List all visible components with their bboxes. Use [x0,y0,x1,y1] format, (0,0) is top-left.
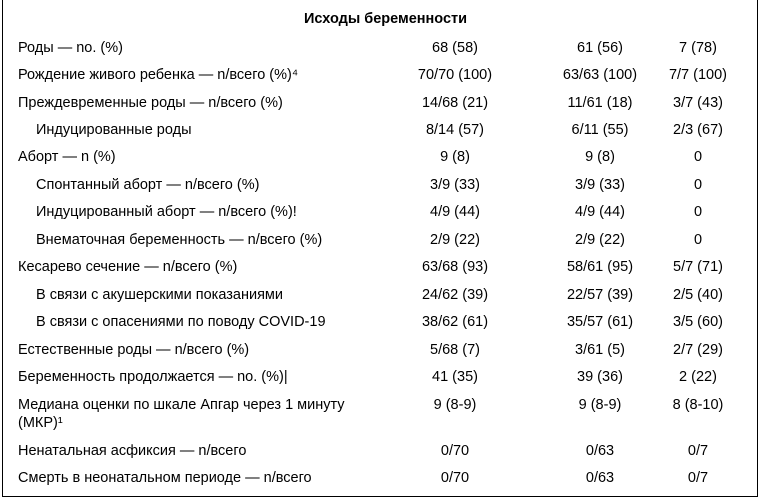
row-label: Кесарево сечение — n/всего (%) [18,259,238,275]
cell-col-1: 63/68 (93) [421,259,489,275]
cell-col-3: 5/7 (71) [673,259,723,275]
cell-col-3: 2 (22) [679,369,717,385]
row-label: Роды — no. (%) [18,40,123,56]
row-label: В связи с опасениями по поводу COVID-19 [36,314,326,330]
cell-col-3: 2/7 (29) [673,342,723,358]
row-label: Рождение живого ребенка — n/всего (%)⁴ [18,67,299,83]
cell-col-2: 3/9 (33) [575,177,625,193]
cell-col-2: 11/61 (18) [567,95,633,111]
cell-col-2: 9 (8-9) [578,397,622,413]
cell-col-1: 2/9 (22) [430,232,480,248]
cell-col-2: 63/63 (100) [562,67,638,83]
cell-col-3: 0/7 [687,443,709,459]
row-label: Естественные роды — n/всего (%) [18,342,250,358]
cell-col-1: 0/70 [440,443,470,459]
cell-col-2: 4/9 (44) [575,204,625,220]
cell-col-3: 0 [693,204,703,220]
cell-col-1: 14/68 (21) [421,95,489,111]
cell-col-2: 35/57 (61) [566,314,634,330]
cell-col-3: 0 [693,149,703,165]
cell-col-2: 6/11 (55) [571,122,629,138]
cell-col-1: 4/9 (44) [430,204,480,220]
cell-col-3: 8 (8-10) [672,397,724,413]
cell-col-1: 38/62 (61) [421,314,489,330]
cell-col-3: 0 [693,177,703,193]
row-label: В связи с акушерскими показаниями [36,287,283,303]
cell-col-2: 39 (36) [577,369,623,385]
cell-col-1: 41 (35) [432,369,478,385]
cell-col-1: 0/70 [440,470,470,486]
cell-col-2: 58/61 (95) [566,259,634,275]
cell-col-1: 70/70 (100) [417,67,493,83]
cell-col-3: 3/7 (43) [673,95,723,111]
row-label: Аборт — n (%) [18,149,116,165]
row-label: Смерть в неонатальном периоде — n/всего [18,470,312,486]
row-label: Спонтанный аборт — n/всего (%) [36,177,260,193]
cell-col-1: 5/68 (7) [430,342,480,358]
cell-col-3: 7 (78) [679,40,717,56]
cell-col-3: 2/5 (40) [673,287,723,303]
cell-col-2: 0/63 [585,470,615,486]
row-label: Преждевременные роды — n/всего (%) [18,95,283,111]
cell-col-3: 7/7 (100) [668,67,728,83]
row-label-continued: (МКР)¹ [18,415,63,431]
row-label: Индуцированные роды [36,122,192,138]
cell-col-2: 3/61 (5) [575,342,625,358]
cell-col-3: 3/5 (60) [673,314,723,330]
cell-col-2: 22/57 (39) [566,287,634,303]
table-title: Исходы беременности [303,11,468,27]
cell-col-1: 3/9 (33) [430,177,480,193]
row-label: Индуцированный аборт — n/всего (%)! [36,204,297,220]
cell-col-2: 9 (8) [585,149,615,165]
cell-col-2: 2/9 (22) [575,232,625,248]
row-label: Беременность продолжается — no. (%)| [18,369,288,385]
row-label: Ненатальная асфиксия — n/всего [18,443,247,459]
cell-col-3: 2/3 (67) [673,122,723,138]
cell-col-1: 24/62 (39) [421,287,489,303]
cell-col-3: 0 [693,232,703,248]
cell-col-2: 61 (56) [577,40,623,56]
cell-col-1: 9 (8) [440,149,470,165]
cell-col-1: 68 (58) [432,40,478,56]
row-label: Медиана оценки по шкале Апгар через 1 минуту [18,397,345,413]
cell-col-1: 8/14 (57) [425,122,485,138]
cell-col-2: 0/63 [585,443,615,459]
row-label: Внематочная беременность — n/всего (%) [36,232,323,248]
cell-col-3: 0/7 [687,470,709,486]
cell-col-1: 9 (8-9) [433,397,477,413]
